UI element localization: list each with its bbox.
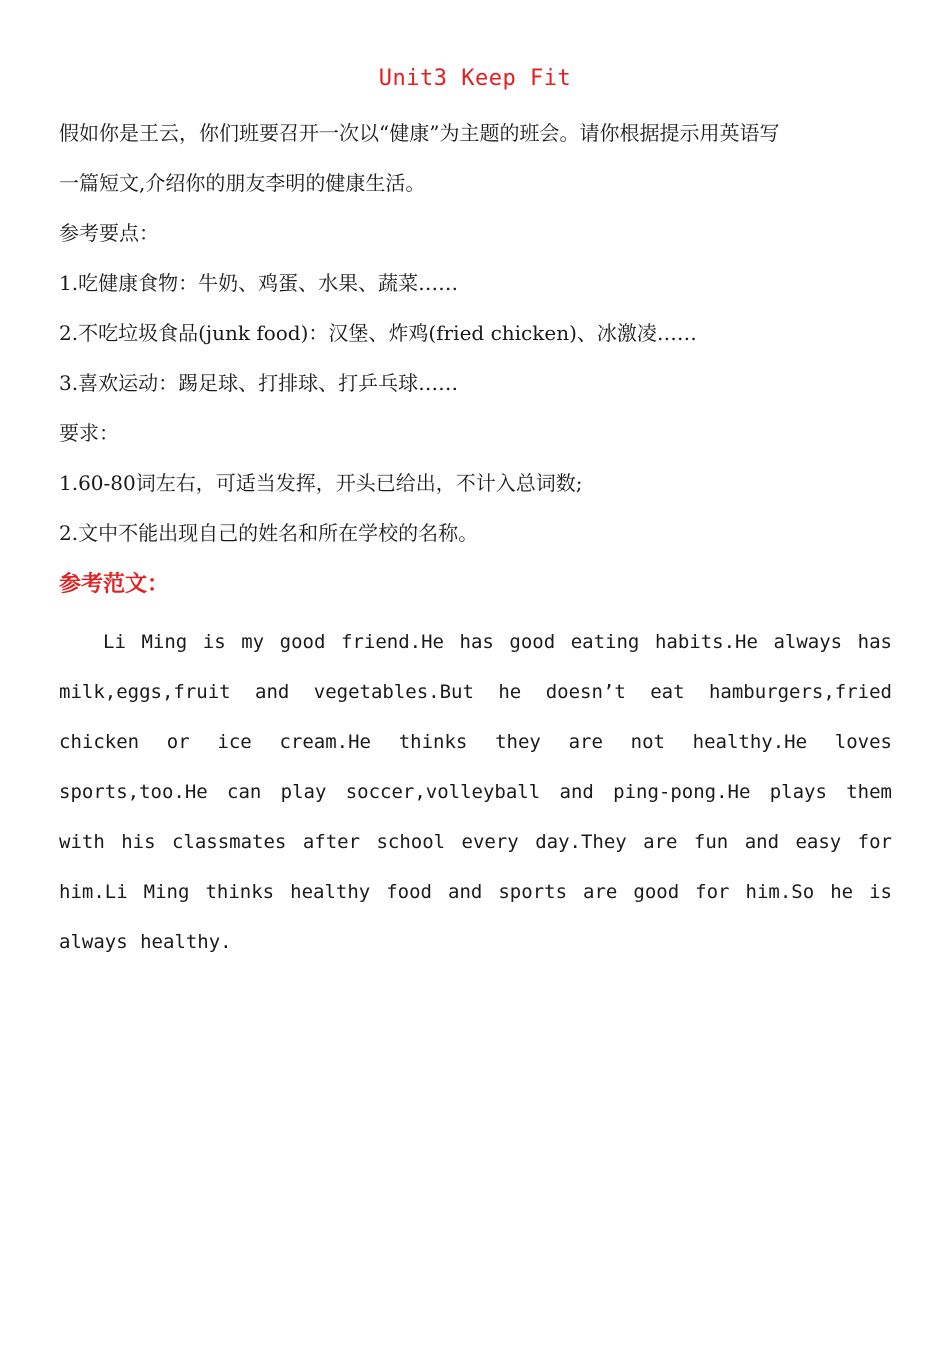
requirement-item-1: 1.60-80词左右，可适当发挥，开头已给出，不计入总词数;	[59, 471, 583, 495]
point-item-3: 3.喜欢运动：踢足球、打排球、打乒乓球……	[59, 371, 459, 395]
sample-essay-text: Li Ming is my good friend.He has good eating habits.He always has milk,eggs,fruit and vegetables.But he doesn’t eat hamburgers,fried chicken or ice cream.He thinks they are not healthy.He loves sports,too.He can play soccer,volleyball and ping-pong.He plays them with his classmates after school every day.They are fun and easy for him.Li Ming thinks healthy food and sports are good for him.So he is always healthy.	[59, 631, 892, 953]
requirements-heading: 要求：	[59, 421, 119, 445]
prompt-line-2: 一篇短文,介绍你的朋友李明的健康生活。	[59, 171, 426, 195]
page-title: Unit3 Keep Fit	[378, 66, 572, 91]
point-item-1: 1.吃健康食物：牛奶、鸡蛋、水果、蔬菜……	[59, 271, 459, 295]
requirement-item-2: 2.文中不能出现自己的姓名和所在学校的名称。	[59, 521, 479, 545]
points-heading: 参考要点：	[59, 221, 159, 245]
point-item-2: 2.不吃垃圾食品(junk food)：汉堡、炸鸡(fried chicken)、冰激凌……	[59, 321, 697, 345]
prompt-line-1: 假如你是王云，你们班要召开一次以“健康”为主题的班会。请你根据提示用英语写	[59, 121, 780, 145]
sample-essay-heading: 参考范文：	[59, 571, 170, 597]
